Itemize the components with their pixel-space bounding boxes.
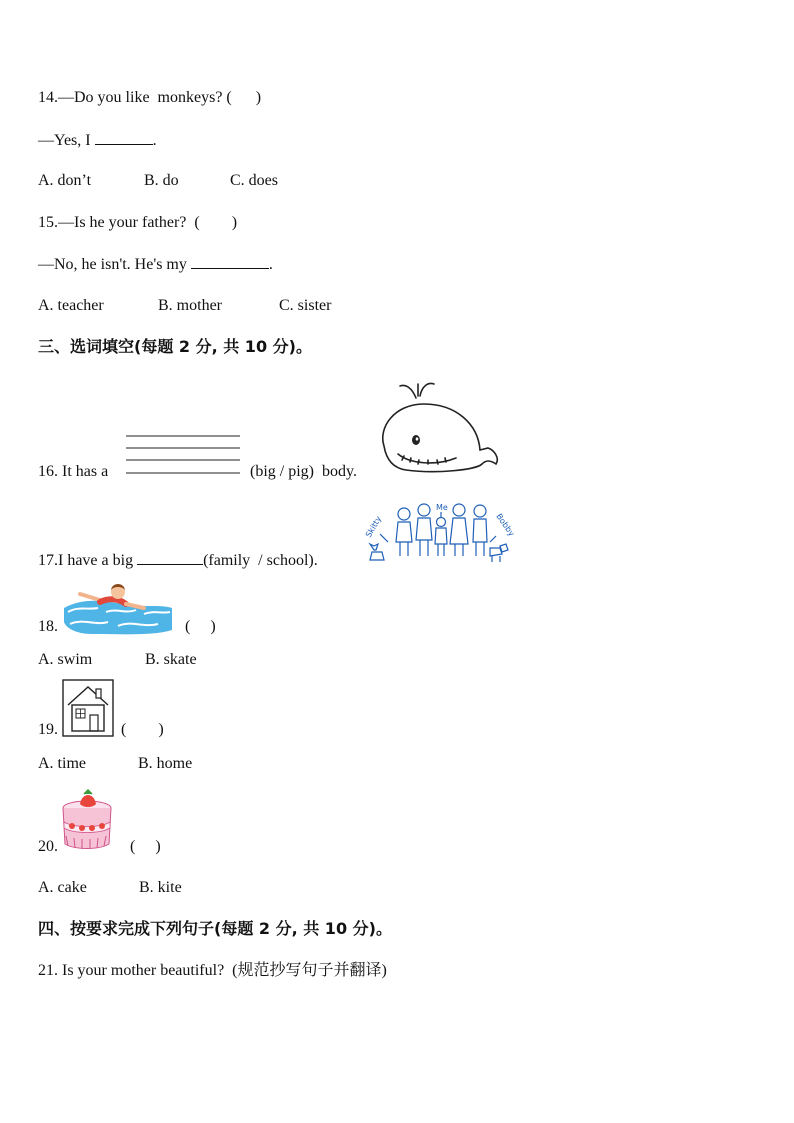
q20-option-b[interactable]: B. kite [139,879,182,896]
q14-question: 14.—Do you like monkeys? ( ) [38,89,262,106]
q14-option-a[interactable]: A. don’t [38,172,92,189]
q14-blank[interactable] [95,130,153,145]
q15-answer [38,254,273,275]
swimming-picture [62,578,174,636]
q18-number: 18. [38,618,58,635]
family-label-skitty: Skitty [363,514,384,539]
q15-option-a[interactable]: A. teacher [38,297,104,314]
q15-question: 15.—Is he your father? ( ) [38,214,238,231]
q15-blank[interactable] [191,254,269,269]
q20-option-a[interactable]: A. cake [38,879,87,896]
q14-answer-suffix: . [152,132,157,149]
q14-answer [38,130,157,151]
q19-answer-paren[interactable]: ( ) [121,721,164,738]
q14-answer-prefix: —Yes, I [38,132,95,149]
writing-lines[interactable] [126,434,242,476]
q18-option-a[interactable]: A. swim [38,651,93,668]
q17-blank[interactable] [137,550,203,565]
whale-picture [376,376,504,476]
q15-option-c[interactable]: C. sister [279,297,332,314]
section-3-heading: 三、选词填空(每题 2 分, 共 10 分)。 [38,337,312,356]
q21-text: 21. Is your mother beautiful? (规范抄写句子并翻译) [38,962,387,979]
q20-answer-paren[interactable]: ( ) [130,838,161,855]
q15-answer-prefix: —No, he isn't. He's my [38,256,191,273]
cake-picture [60,788,114,852]
q17-sentence [38,550,318,571]
q18-option-b[interactable]: B. skate [145,651,197,668]
family-picture [362,498,522,564]
family-label-me: Me [436,503,448,512]
q19-number: 19. [38,721,58,738]
q20-number: 20. [38,838,58,855]
q17-suffix: (family / school). [203,552,318,569]
q15-answer-suffix: . [268,256,273,273]
q14-option-c[interactable]: C. does [230,172,278,189]
q15-option-b[interactable]: B. mother [158,297,222,314]
q19-option-b[interactable]: B. home [138,755,193,772]
q18-answer-paren[interactable]: ( ) [185,618,216,635]
family-label-bobby: Bobby [494,511,517,538]
q17-prefix: 17.I have a big [38,552,138,569]
q16-suffix: (big / pig) body. [242,463,357,480]
section-4-heading: 四、按要求完成下列句子(每题 2 分, 共 10 分)。 [38,919,392,938]
q19-option-a[interactable]: A. time [38,755,86,772]
house-picture [62,679,114,737]
q16-prefix: 16. It has a [38,463,113,480]
q14-option-b[interactable]: B. do [144,172,179,189]
